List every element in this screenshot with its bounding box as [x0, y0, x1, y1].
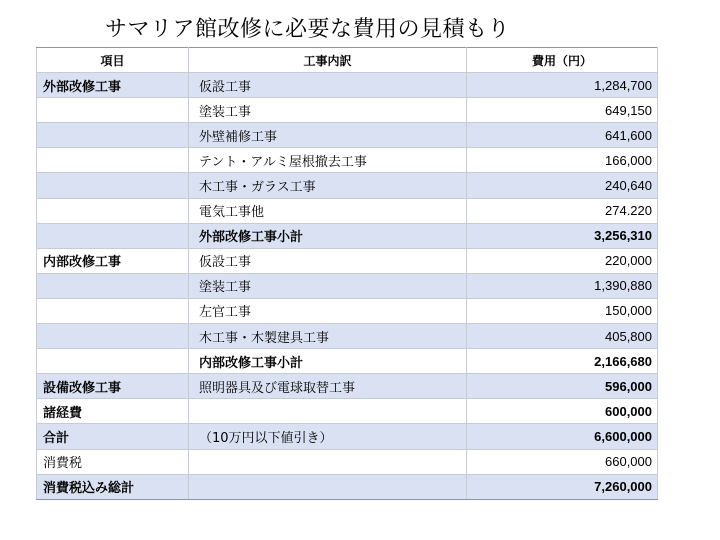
table-row	[37, 198, 658, 223]
table-row	[37, 424, 658, 449]
cell-detail	[189, 474, 467, 499]
cell-cost: 220,000	[467, 248, 658, 273]
table-row	[37, 223, 658, 248]
cell-cost: 240,640	[467, 173, 658, 198]
cell-detail: 塗装工事	[189, 273, 467, 298]
cell-detail	[189, 449, 467, 474]
cell-cost: 2,166,680	[467, 349, 658, 374]
cell-cost: 1,390,880	[467, 273, 658, 298]
cell-detail: 左官工事	[189, 298, 467, 323]
cell-detail: （10万円以下値引き）	[189, 424, 467, 449]
header-item: 項目	[37, 48, 189, 73]
cell-cost: 3,256,310	[467, 223, 658, 248]
cell-detail: 電気工事他	[189, 198, 467, 223]
table-row	[37, 449, 658, 474]
cell-cost: 649,150	[467, 98, 658, 123]
cell-category	[37, 98, 189, 123]
table-body	[37, 73, 658, 500]
table-row	[37, 298, 658, 323]
cell-category	[37, 273, 189, 298]
cell-detail: 内部改修工事小計	[189, 349, 467, 374]
cell-detail	[189, 399, 467, 424]
cell-detail: 木工事・ガラス工事	[189, 173, 467, 198]
table-row	[37, 374, 658, 399]
cell-cost: 660,000	[467, 449, 658, 474]
cell-category: 消費税込み総計	[37, 474, 189, 499]
cell-category: 合計	[37, 424, 189, 449]
table-row	[37, 324, 658, 349]
cell-category	[37, 349, 189, 374]
cell-cost: 7,260,000	[467, 474, 658, 499]
cell-category	[37, 123, 189, 148]
cell-detail: 塗装工事	[189, 98, 467, 123]
cell-detail: 外部改修工事小計	[189, 223, 467, 248]
cost-estimate-table	[36, 47, 658, 500]
table-row	[37, 173, 658, 198]
page-title: サマリア館改修に必要な費用の見積もり	[105, 17, 511, 42]
cell-cost: 600,000	[467, 399, 658, 424]
cell-detail: 仮設工事	[189, 248, 467, 273]
cell-cost: 641,600	[467, 123, 658, 148]
table-row	[37, 248, 658, 273]
cell-category: 消費税	[37, 449, 189, 474]
cell-category	[37, 148, 189, 173]
cell-detail: テント・アルミ屋根撤去工事	[189, 148, 467, 173]
table-row	[37, 349, 658, 374]
cell-cost: 596,000	[467, 374, 658, 399]
cell-category	[37, 173, 189, 198]
cell-cost: 1,284,700	[467, 73, 658, 98]
cell-cost: 6,600,000	[467, 424, 658, 449]
table-row	[37, 73, 658, 98]
table-row	[37, 474, 658, 499]
cell-category: 諸経費	[37, 399, 189, 424]
table-row	[37, 399, 658, 424]
table-row	[37, 148, 658, 173]
cell-cost: 150,000	[467, 298, 658, 323]
cell-category	[37, 324, 189, 349]
cell-cost: 405,800	[467, 324, 658, 349]
cell-category	[37, 223, 189, 248]
cell-detail: 仮設工事	[189, 73, 467, 98]
cell-category	[37, 298, 189, 323]
cell-category: 設備改修工事	[37, 374, 189, 399]
cell-category: 外部改修工事	[37, 73, 189, 98]
cell-detail: 照明器具及び電球取替工事	[189, 374, 467, 399]
table-row	[37, 123, 658, 148]
cell-detail: 木工事・木製建具工事	[189, 324, 467, 349]
cell-detail: 外壁補修工事	[189, 123, 467, 148]
header-cost: 費用（円）	[467, 48, 658, 73]
table-row	[37, 98, 658, 123]
table-row	[37, 273, 658, 298]
cell-category: 内部改修工事	[37, 248, 189, 273]
cell-cost: 274.220	[467, 198, 658, 223]
header-detail: 工事内訳	[189, 48, 467, 73]
cell-category	[37, 198, 189, 223]
table-header-row	[37, 48, 658, 73]
cell-cost: 166,000	[467, 148, 658, 173]
